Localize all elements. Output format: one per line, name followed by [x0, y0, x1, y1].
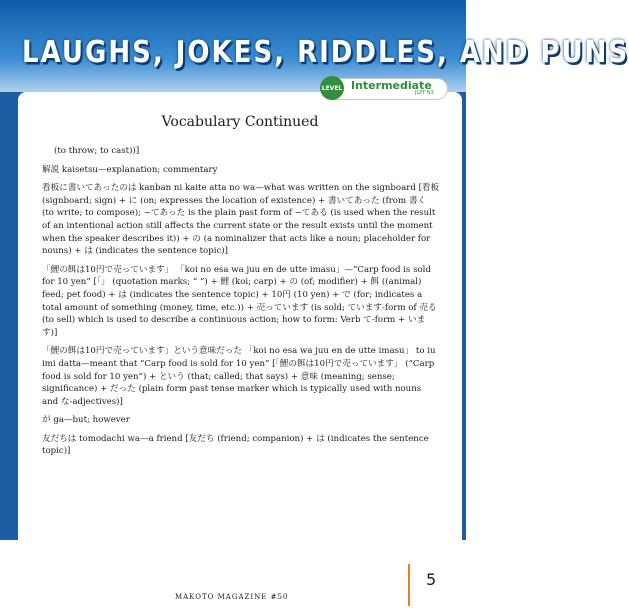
footer [0, 540, 466, 611]
level-icon: LEVEL [320, 76, 344, 100]
page-frame [0, 92, 466, 611]
magazine-name: MAKOTO MAGAZINE #50 [175, 593, 289, 601]
vocab-entry-continuation: (to throw; to cast))] [54, 146, 140, 156]
jlpt-level: JLPT N3 [415, 90, 434, 96]
vocabulary-list [42, 145, 440, 464]
page-number: 5 [426, 570, 437, 589]
vocab-entry-kanban: 看板に書いてあったのは kanban ni kaite atta no wa—what was written on the signboard [看板 (signboard; sign) + に (on; expresses the location of existence) + 書いてあった (from 書く (to write; to compose); ~てあった is the plain past form of ~てある (is used when the result of an intentional action still affects the current state or the result exists until the moment when the speaker describes it)) + の (a nominalizer that acts like a noun; placeholder for nouns) + は (indicates the sentence topic)] [42, 183, 440, 257]
vocab-entry-koi-no-esa: 「鯉の餌は10円で売っています」 「koi no esa wa juu en de utte imasu」—“Carp food is sold for 10 yen” [「」 (quotation marks; “ ”) + 鯉 (koi; carp) + の (of; modifier) + 餌 ((animal) feed; pet food) + は (indicates the sentence topic) + 10円 (10 yen) + で (for; indicates a total amount of something (money, time, etc.)) + 売っています (is sold; ています-form of 売る (to sell) which is used to describe a continuous action; how to form: Verb て-form + います)] [42, 264, 437, 338]
vocab-entry-imi-datta: 「鯉の餌は10円で売っています」という意味だった 「koi no esa wa juu en de utte imasu」 to iu imi datta—meant that “Carp food is sold for 10 yen” [「鯉の餌は10円で売っています」 (“Carp food is sold for 10 yen”) + という (that; called; that says) + 意味 (meaning; sense; significance) + だった (plain form past tense marker which is typically used with nouns and な-adjectives)] [42, 346, 436, 407]
page-title: LAUGHS, JOKES, RIDDLES, AND PUNS [22, 35, 629, 71]
level-badge [322, 78, 448, 100]
vocab-entry-kaisetsu: 解説 kaisetsu—explanation; commentary [42, 164, 218, 175]
footer-divider [408, 564, 410, 606]
content-panel [18, 92, 462, 552]
vocab-entry-tomodachi: 友だちは tomodachi wa—a friend [友だち (friend; companion) + は (indicates the sentence topic)] [42, 433, 429, 457]
vocab-entry-ga: が ga—but; however [42, 415, 130, 426]
section-heading: Vocabulary Continued [161, 114, 319, 130]
level-name: Intermediate [351, 79, 432, 92]
